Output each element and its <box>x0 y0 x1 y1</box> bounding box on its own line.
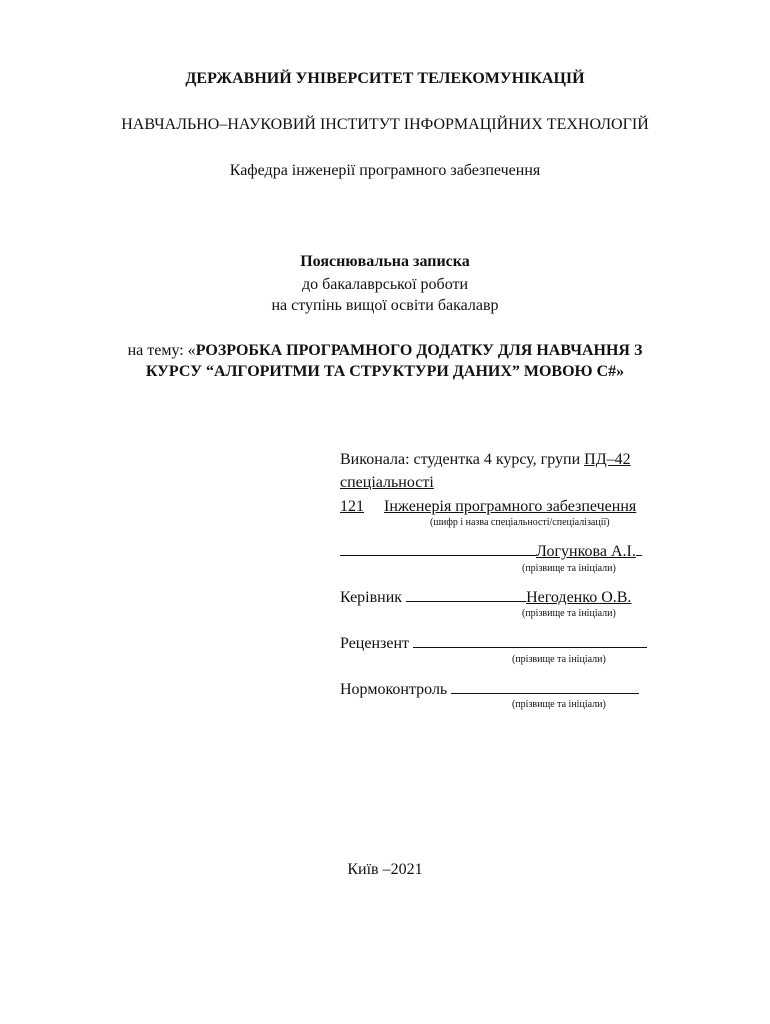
topic-line-2 <box>0 362 770 382</box>
group-code: ПД–42 <box>584 451 631 468</box>
topic-title-line-2: КУРСУ “АЛГОРИТМИ ТА СТРУКТУРИ ДАНИХ” МОВОЮ С# <box>145 363 617 380</box>
supervisor-name: Негоденко О.В. <box>526 589 632 606</box>
degree-line: на ступінь вищої освіти бакалавр <box>271 297 499 314</box>
specialty-code: 121 <box>340 498 364 515</box>
normcontrol-line <box>340 678 639 700</box>
supervisor-signature-line <box>406 586 526 602</box>
specialty-label: спеціальності <box>340 474 434 491</box>
performed-label: Виконала: студентка 4 курсу, групи <box>340 451 585 468</box>
normcontrol-signature-line <box>451 678 639 694</box>
specialty-name: Інженерія програмного забезпечення <box>384 498 637 515</box>
document-title: Пояснювальна записка <box>300 253 470 270</box>
author-caption: (прізвище та ініціали) <box>522 563 616 574</box>
normcontrol-label: Нормоконтроль <box>340 681 448 698</box>
supervisor-caption: (прізвище та ініціали) <box>522 608 616 619</box>
university-name: ДЕРЖАВНИЙ УНІВЕРСИТЕТ ТЕЛЕКОМУНІКАЦІЙ <box>185 70 585 87</box>
city-year: Київ –2021 <box>347 861 423 878</box>
reviewer-label: Рецензент <box>340 635 409 652</box>
supervisor-line <box>340 586 631 608</box>
document-subtitle: до бакалаврської роботи <box>301 276 469 293</box>
topic-title-line-1: РОЗРОБКА ПРОГРАМНОГО ДОДАТКУ ДЛЯ НАВЧАННЯ З <box>195 342 643 359</box>
topic-line-1 <box>0 341 770 361</box>
reviewer-caption: (прізвище та ініціали) <box>512 654 606 665</box>
author-signature-line <box>340 540 536 556</box>
performed-line <box>340 450 631 470</box>
topic-prefix: на тему: « <box>127 342 196 359</box>
author-line <box>340 540 642 562</box>
topic-suffix: » <box>616 363 625 380</box>
author-name: Логункова А.І. <box>536 543 636 560</box>
department-name: Кафедра інженерії програмного забезпечення <box>229 162 541 179</box>
reviewer-signature-line <box>413 632 647 648</box>
institute-name: НАВЧАЛЬНО–НАУКОВИЙ ІНСТИТУТ ІНФОРМАЦІЙНИХ ТЕХНОЛОГІЙ <box>121 116 649 133</box>
specialty-caption: (шифр і назва спеціальності/спеціалізації) <box>430 517 610 528</box>
normcontrol-caption: (прізвище та ініціали) <box>512 699 606 710</box>
specialty-line <box>340 497 636 517</box>
reviewer-line <box>340 632 647 654</box>
supervisor-label: Керівник <box>340 589 403 606</box>
